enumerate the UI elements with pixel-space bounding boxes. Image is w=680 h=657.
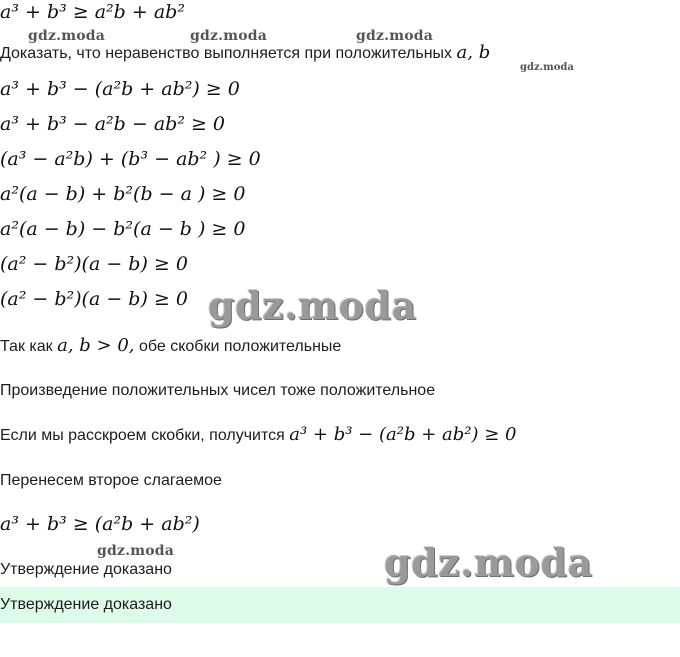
explanation-1 (0, 335, 341, 358)
step-5: a²(a − b) − b²(a − b ) ≥ 0 (0, 218, 246, 240)
task-variables: a, b (456, 42, 491, 63)
step-4: a²(a − b) + b²(b − a ) ≥ 0 (0, 183, 246, 205)
step-6: (a² − b²)(a − b) ≥ 0 (0, 253, 188, 275)
answer-text: Утверждение доказано (0, 596, 172, 613)
step-1: a³ + b³ − (a²b + ab²) ≥ 0 (0, 78, 240, 100)
explanation-1-math: a, b > 0, (57, 335, 135, 356)
answer-box (0, 587, 680, 623)
explanation-3-math: a³ + b³ − (a²b + ab²) ≥ 0 (289, 424, 517, 445)
watermark-large: gdz.moda (384, 540, 593, 585)
final-inequality: a³ + b³ ≥ (a²b + ab²) (0, 513, 200, 535)
explanation-1-pre: Так как (0, 338, 53, 355)
step-2: a³ + b³ − a²b − ab² ≥ 0 (0, 113, 226, 135)
watermark-large: gdz.moda (208, 283, 417, 328)
task-text-label: Доказать, что неравенство выполняется при положительных (0, 45, 453, 62)
watermark: gdz.moda (356, 28, 434, 44)
inequality-statement: a³ + b³ ≥ a²b + ab² (0, 1, 185, 23)
explanation-1-post: обе скобки положительные (138, 338, 342, 355)
step-3: (a³ − a²b) + (b³ − ab² ) ≥ 0 (0, 148, 261, 170)
step-7: (a² − b²)(a − b) ≥ 0 (0, 288, 188, 310)
task-text (0, 42, 490, 65)
explanation-3-text: Если мы расскроем скобки, получится (0, 427, 285, 444)
explanation-4: Перенесем второе слагаемое (0, 472, 222, 489)
conclusion-text: Утверждение доказано (0, 561, 172, 578)
explanation-2: Произведение положительных чисел тоже положительное (0, 382, 436, 399)
watermark: gdz.moda (520, 62, 574, 73)
watermark: gdz.moda (190, 28, 268, 44)
watermark: gdz.moda (97, 543, 175, 559)
explanation-3 (0, 424, 516, 447)
watermark: gdz.moda (28, 28, 106, 44)
